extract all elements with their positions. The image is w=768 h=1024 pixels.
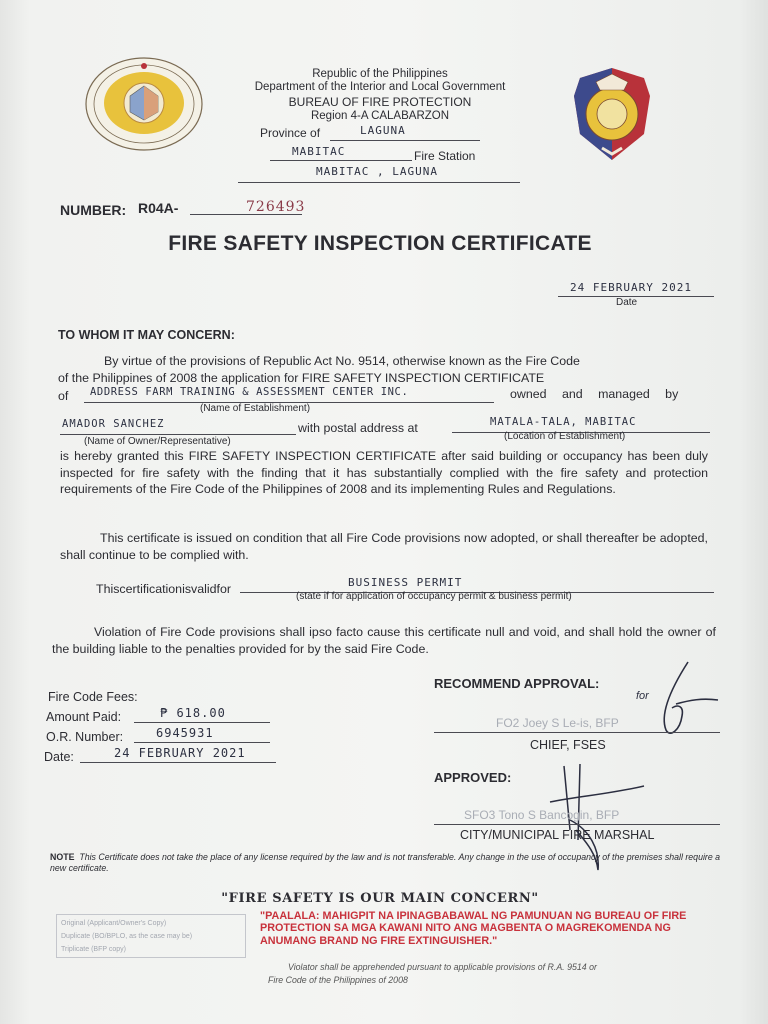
note-block xyxy=(50,852,722,874)
or-value: 6945931 xyxy=(156,726,214,740)
violator-line1: Violator shall be apprehended pursuant to applicable provisions of R.A. 9514 or xyxy=(288,962,597,972)
approved-label: APPROVED: xyxy=(434,770,512,785)
salutation: TO WHOM IT MAY CONCERN: xyxy=(58,328,235,342)
number-value: 726493 xyxy=(246,199,306,215)
fees-label: Fire Code Fees: xyxy=(48,690,138,704)
number-prefix: R04A- xyxy=(138,200,179,216)
or-label: O.R. Number: xyxy=(46,730,124,744)
owner-caption: (Name of Owner/Representative) xyxy=(84,436,231,447)
copy-duplicate: Duplicate (BO/BPLO, as the case may be) xyxy=(61,933,193,940)
station-value: MABITAC xyxy=(292,145,346,158)
recommend-title: CHIEF, FSES xyxy=(530,738,606,752)
station-label: Fire Station xyxy=(414,149,476,163)
note-text: This Certificate does not take the place of any license required by the law and is not transferable. Any change in the use of occupancy of the premises shall require a new certificate. xyxy=(50,852,721,873)
owner-name: AMADOR SANCHEZ xyxy=(62,418,165,430)
date-label: Date xyxy=(616,297,638,308)
certificate-title: FIRE SAFETY INSPECTION CERTIFICATE xyxy=(168,232,592,255)
province-label: Province of xyxy=(260,126,321,140)
station-line xyxy=(270,160,412,161)
or-line xyxy=(134,742,270,743)
copy-triplicate: Triplicate (BFP copy) xyxy=(61,946,126,953)
recommend-name: FO2 Joey S Le-is, BFP xyxy=(496,716,619,730)
p1-line1: By virtue of the provisions of Republic Act No. 9514, otherwise known as the Fire Code xyxy=(104,354,580,368)
paalala-notice: "PAALALA: MAHIGPIT NA IPINAGBABAWAL NG PAMUNUAN NG BUREAU OF FIRE PROTECTION SA MGA KAWANI NITO ANG MAGBENTA O MAGREKOMENDA NG ANUMANG BRAND NG FIRE EXTINGUISHER." xyxy=(260,910,687,947)
establishment-caption: (Name of Establishment) xyxy=(200,403,311,414)
location-value: MABITAC , LAGUNA xyxy=(316,165,438,178)
violator-line2: Fire Code of the Philippines of 2008 xyxy=(268,975,408,985)
amount-line xyxy=(134,722,270,723)
approved-title: CITY/MUNICIPAL FIRE MARSHAL xyxy=(460,828,655,842)
approved-name: SFO3 Tono S Bancogin, BFP xyxy=(464,808,620,822)
recommend-signature xyxy=(640,660,720,740)
department-line: Department of the Interior and Local Government xyxy=(254,81,506,93)
province-line xyxy=(330,140,480,141)
valid-caption: (state if for application of occupancy permit & business permit) xyxy=(296,591,572,602)
owner-line xyxy=(60,434,296,435)
recommend-for: for xyxy=(636,690,649,702)
recommend-label: RECOMMEND APPROVAL: xyxy=(434,676,600,691)
valid-label: Thiscertificationisvalidfor xyxy=(96,582,231,596)
note-label: NOTE xyxy=(50,852,75,862)
recommend-line xyxy=(434,732,720,733)
number-label: NUMBER: xyxy=(60,202,127,218)
p1-of: of xyxy=(58,389,69,403)
location-line xyxy=(238,182,520,183)
p2: This certificate is issued on condition that all Fire Code provisions now adopted, or shall thereafter be adopted, shall continue to be complied with. xyxy=(60,531,708,562)
region-line: Region 4-A CALABARZON xyxy=(310,110,450,122)
establishment-name: ADDRESS FARM TRAINING & ASSESSMENT CENTER INC. xyxy=(90,386,409,398)
p1-rest: is hereby granted this FIRE SAFETY INSPECTION CERTIFICATE after said building or occupancy has been duly inspected for fire safety with the finding that it has substantially complied with the fire safety and protection requirements of the Fire Code of the Philippines of 2008 and its implementing Rules and Regulations. xyxy=(60,449,708,496)
province-value: LAGUNA xyxy=(360,124,406,137)
amount-label: Amount Paid: xyxy=(46,710,122,724)
approved-line xyxy=(434,824,720,825)
fee-date-line xyxy=(80,762,276,763)
fee-date-label: Date: xyxy=(44,750,74,764)
amount-value: ₱ 618.00 xyxy=(160,706,226,720)
location-field-value: MATALA-TALA, MABITAC xyxy=(490,416,637,428)
republic-line: Republic of the Philippines xyxy=(312,68,448,80)
copy-original: Original (Applicant/Owner's Copy) xyxy=(61,920,167,927)
valid-value: BUSINESS PERMIT xyxy=(348,576,463,589)
owned-managed: owned and managed by xyxy=(510,387,679,401)
bureau-line: BUREAU OF FIRE PROTECTION xyxy=(288,95,472,109)
copies-box xyxy=(56,914,246,958)
with-postal: with postal address at xyxy=(298,421,418,435)
date-value: 24 FEBRUARY 2021 xyxy=(570,281,692,294)
p3: Violation of Fire Code provisions shall ipso facto cause this certificate null and void, and shall hold the owner of the building liable to the penalties provided for by the said Fire Code. xyxy=(52,625,716,656)
bfp-badge-logo xyxy=(566,64,658,164)
bfp-seal-logo xyxy=(84,56,204,152)
location-caption: (Location of Establishment) xyxy=(504,431,626,442)
motto: "FIRE SAFETY IS OUR MAIN CONCERN" xyxy=(221,891,539,906)
p1-line2: of the Philippines of 2008 the application for FIRE SAFETY INSPECTION CERTIFICATE xyxy=(58,371,545,385)
fee-date-value: 24 FEBRUARY 2021 xyxy=(114,746,246,760)
